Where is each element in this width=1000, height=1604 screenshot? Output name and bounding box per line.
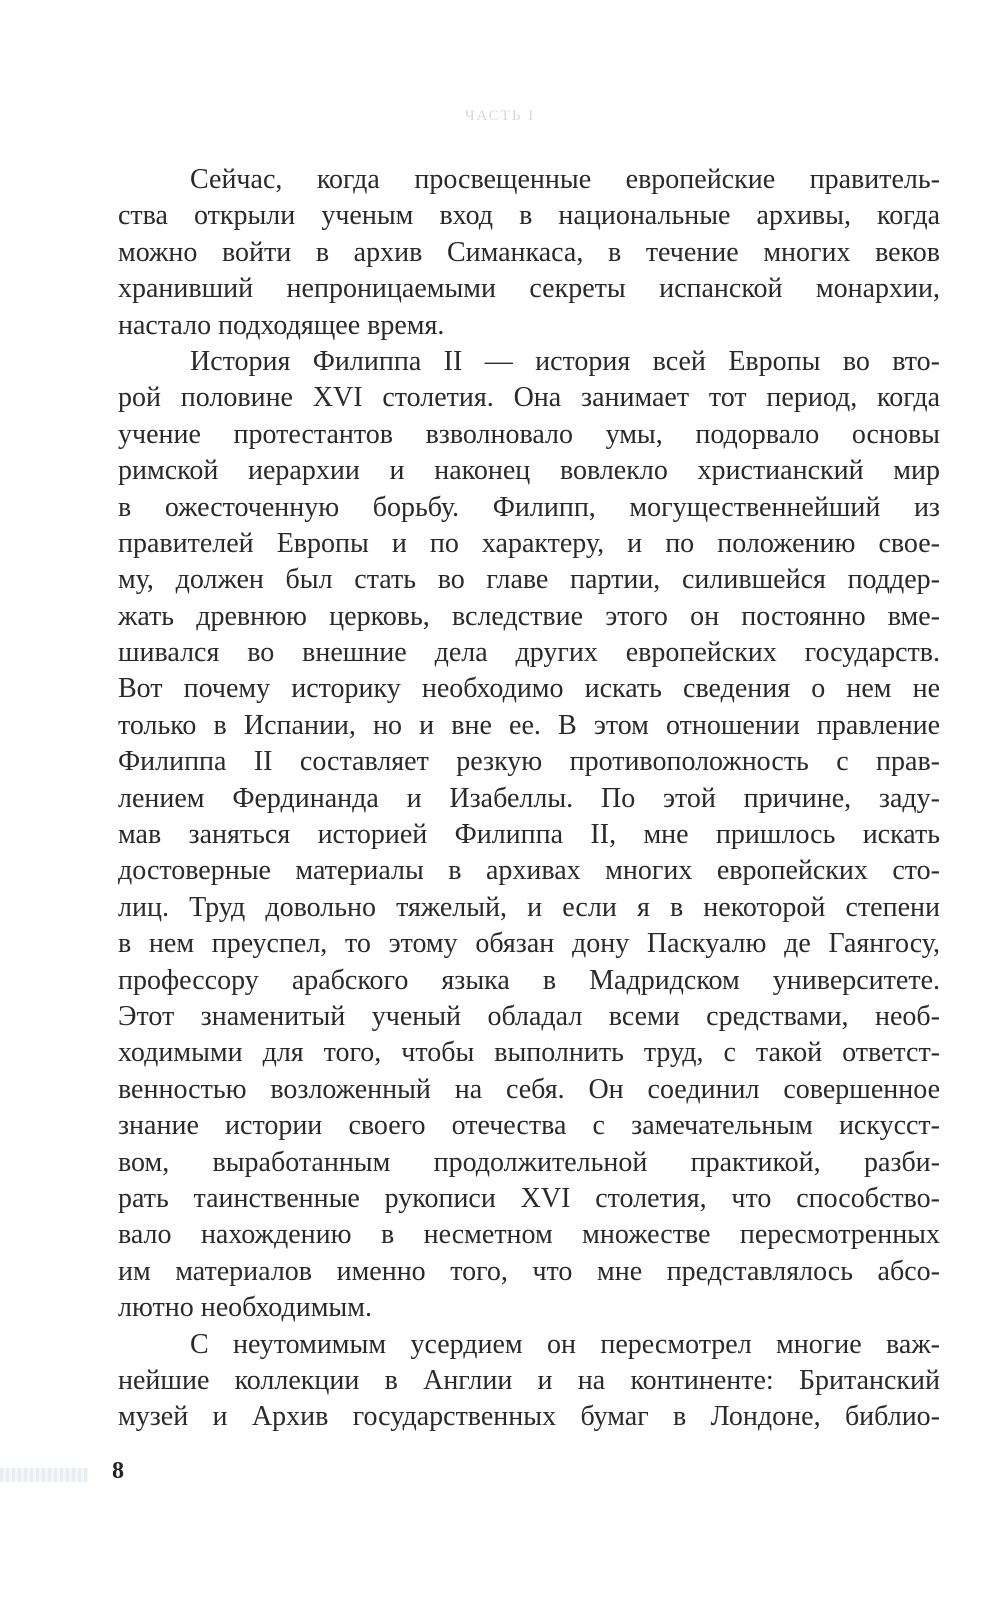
text-line: венностью возложенный на себя. Он соединил совершенное <box>118 1073 940 1105</box>
text-line: настало подходящее время. <box>118 309 445 341</box>
text-line: С неутомимым усердием он пересмотрел многие важ- <box>190 1328 940 1360</box>
page-number: 8 <box>112 1458 124 1484</box>
text-line: Филиппа II составляет резкую противоположность с прав- <box>118 746 940 778</box>
folio-decoration <box>0 1468 88 1482</box>
text-line: вом, выработанным продолжительной практикой, разби- <box>118 1146 940 1178</box>
text-line: лютно необходимым. <box>118 1292 372 1324</box>
text-line: Вот почему историку необходимо искать сведения о нем не <box>118 673 940 705</box>
text-line: лением Фердинанда и Изабеллы. По этой причине, заду- <box>118 782 940 814</box>
text-line: учение протестантов взволновало умы, подорвало основы <box>118 418 940 450</box>
text-line: мав заняться историей Филиппа II, мне пришлось искать <box>118 819 940 851</box>
text-line: правителей Европы и по характеру, и по положению свое- <box>118 527 940 559</box>
text-line: музей и Архив государственных бумаг в Лондоне, библио- <box>118 1401 940 1433</box>
text-line: лиц. Труд довольно тяжелый, и если я в некоторой степени <box>118 891 940 923</box>
text-line: нейшие коллекции в Англии и на континенте: Британский <box>118 1364 940 1396</box>
text-line: Сейчас, когда просвещенные европейские правитель- <box>190 164 940 195</box>
text-line: можно войти в архив Симанкаса, в течение многих веков <box>118 236 940 268</box>
text-line: жать древнюю церковь, вследствие этого он постоянно вме- <box>118 600 940 632</box>
text-line: му, должен был стать во главе партии, силившейся поддер- <box>118 564 940 596</box>
text-line: римской иерархии и наконец вовлекло христианский мир <box>118 455 940 487</box>
text-line: профессору арабского языка в Мадридском университете. <box>118 964 940 996</box>
text-line: в нем преуспел, то этому обязан дону Паскуалю де Гаянгосу, <box>118 928 940 960</box>
text-line: вало нахождению в несметном множестве пересмотренных <box>118 1219 940 1251</box>
text-line: только в Испании, но и вне ее. В этом отношении правление <box>118 709 940 741</box>
text-line: История Филиппа II — история всей Европы во вто- <box>190 345 940 377</box>
text-line: рать таинственные рукописи XVI столетия, что способство- <box>118 1182 940 1214</box>
text-line: Этот знаменитый ученый обладал всеми средствами, необ- <box>118 1000 940 1032</box>
text-line: ства открыли ученым вход в национальные архивы, когда <box>118 200 940 232</box>
text-line: ходимыми для того, чтобы выполнить труд, с такой ответст- <box>118 1037 940 1069</box>
text-line: в ожесточенную борьбу. Филипп, могущественнейший из <box>118 491 940 523</box>
body-text <box>118 162 940 1436</box>
text-line: знание истории своего отечества с замечательным искусст- <box>118 1110 940 1142</box>
text-line: достоверные материалы в архивах многих европейских сто- <box>118 855 940 887</box>
text-line: хранивший непроницаемыми секреты испанской монархии, <box>118 273 940 305</box>
text-line: рой половине XVI столетия. Она занимает тот период, когда <box>118 382 940 414</box>
text-line: шивался во внешние дела других европейских государств. <box>118 637 940 669</box>
running-head: ЧАСТЬ I <box>464 108 536 124</box>
text-line: им материалов именно того, что мне представлялось абсо- <box>118 1255 940 1287</box>
